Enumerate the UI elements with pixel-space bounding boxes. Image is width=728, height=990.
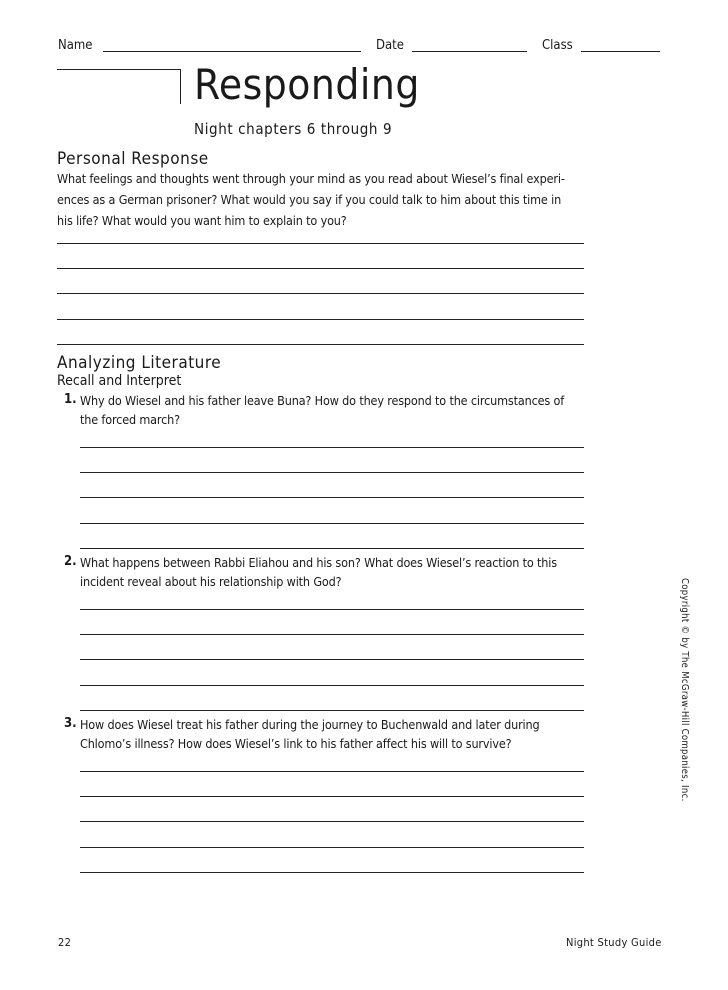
recall-interpret-subheading: Recall and Interpret (57, 373, 182, 389)
personal-response-prompt (57, 168, 597, 231)
answer-line[interactable] (80, 821, 584, 822)
answer-line[interactable] (57, 344, 584, 345)
answer-line[interactable] (80, 771, 584, 772)
title-divider (180, 69, 181, 104)
class-label: Class (542, 38, 573, 53)
name-field[interactable] (103, 51, 361, 52)
question-line: Why do Wiesel and his father leave Buna? How do they respond to the circumstances of (80, 393, 565, 408)
question-number: 3. (64, 716, 77, 731)
question-number: 2. (64, 554, 77, 569)
date-field[interactable] (412, 51, 527, 52)
copyright-notice: Copyright © by The McGraw-Hill Companies, Inc. (679, 578, 690, 802)
question-3-text (80, 715, 600, 753)
question-1-text (80, 391, 600, 429)
answer-line[interactable] (80, 472, 584, 473)
class-field[interactable] (581, 51, 660, 52)
prompt-line: his life? What would you want him to explain to you? (57, 213, 347, 228)
answer-line[interactable] (57, 268, 584, 269)
answer-line[interactable] (80, 847, 584, 848)
answer-line[interactable] (80, 710, 584, 711)
answer-line[interactable] (80, 523, 584, 524)
answer-line[interactable] (57, 319, 584, 320)
question-line: Chlomo’s illness? How does Wiesel’s link to his father affect his will to survive? (80, 736, 512, 751)
guide-title: Night Study Guide (566, 936, 662, 949)
answer-line[interactable] (80, 659, 584, 660)
answer-line[interactable] (80, 548, 584, 549)
name-label: Name (58, 38, 93, 53)
answer-line[interactable] (80, 872, 584, 873)
answer-line[interactable] (57, 293, 584, 294)
page-subtitle: Night chapters 6 through 9 (194, 120, 393, 138)
answer-line[interactable] (80, 796, 584, 797)
page-title: Responding (194, 60, 420, 109)
personal-response-heading: Personal Response (57, 149, 209, 169)
question-2-text (80, 553, 600, 591)
answer-line[interactable] (80, 685, 584, 686)
answer-line[interactable] (80, 609, 584, 610)
question-line: How does Wiesel treat his father during the journey to Buchenwald and later during (80, 717, 540, 732)
answer-line[interactable] (80, 634, 584, 635)
answer-line[interactable] (80, 447, 584, 448)
analyzing-literature-heading: Analyzing Literature (57, 353, 222, 373)
question-number: 1. (64, 392, 77, 407)
prompt-line: What feelings and thoughts went through your mind as you read about Wiesel’s final experi- (57, 171, 565, 186)
question-line: incident reveal about his relationship with God? (80, 574, 342, 589)
answer-line[interactable] (80, 497, 584, 498)
page-number: 22 (58, 936, 72, 949)
prompt-line: ences as a German prisoner? What would you say if you could talk to him about this time in (57, 192, 562, 207)
date-label: Date (376, 38, 404, 53)
question-line: the forced march? (80, 412, 180, 427)
answer-line[interactable] (57, 243, 584, 244)
question-line: What happens between Rabbi Eliahou and his son? What does Wiesel’s reaction to this (80, 555, 557, 570)
title-rule (57, 69, 181, 70)
